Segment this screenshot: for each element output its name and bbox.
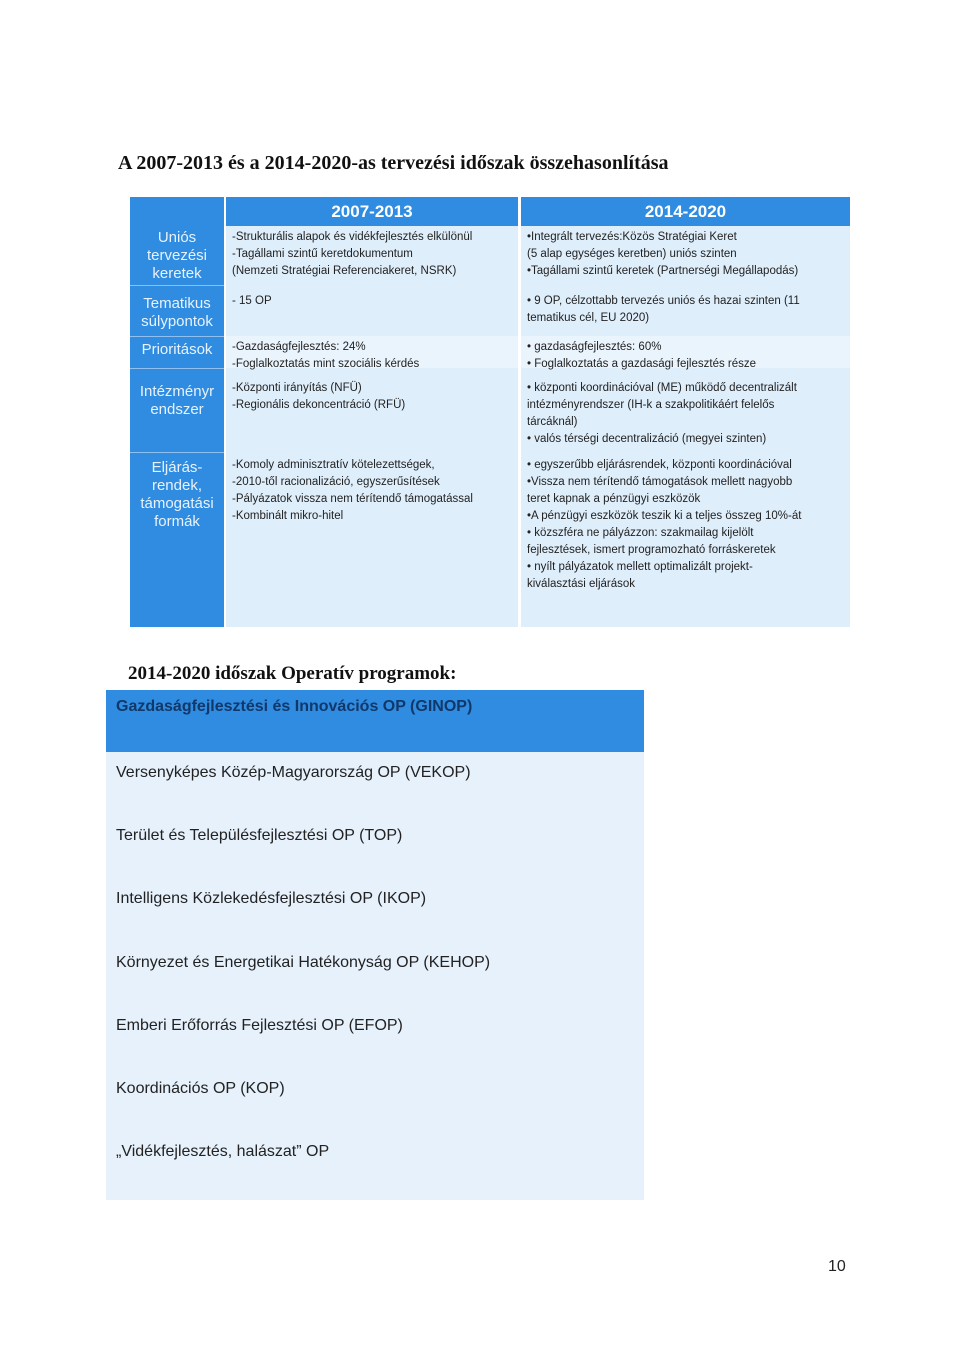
row-divider [130,368,224,369]
cell-line: -Regionális dekoncentráció (RFÜ) [232,399,406,411]
op-list-header [106,690,644,752]
cell-line: teret kapnak a pénzügyi eszközök [527,493,701,505]
cell-line: tematikus cél, EU 2020) [527,312,650,324]
op-item: Intelligens Közlekedésfejlesztési OP (IKOP) [116,890,427,907]
row-label-eljarasrendek [130,459,224,531]
cell-line: • valós térségi decentralizáció (megyei szinten) [527,433,767,445]
row-label-line: rendek, [151,477,203,494]
cell-line: -Kombinált mikro-hitel [232,510,344,522]
row-label-line: tervezési [146,247,208,264]
op-item: Terület és Településfejlesztési OP (TOP) [116,827,403,844]
cell-2014-intezmeny [527,380,844,448]
cell-line: intézményrendszer (IH-k a szakpolitikáért felelős [527,399,775,411]
cell-line: • 9 OP, célzottabb tervezés uniós és hazai szinten (11 [527,295,800,307]
cell-line: tárcáknál) [527,416,578,428]
op-item: Emberi Erőforrás Fejlesztési OP (EFOP) [116,1017,403,1034]
cell-line: fejlesztések, ismert programozható forráskeretek [527,544,776,556]
cell-line: -Központi irányítás (NFÜ) [232,382,362,394]
cell-line: -2010-től racionalizáció, egyszerűsítések [232,476,440,488]
cell-line: -Foglalkoztatás mint szociális kérdés [232,358,420,370]
op-item: Versenyképes Közép-Magyarország OP (VEKOP) [116,764,471,781]
op-item: Környezet és Energetikai Hatékonyság OP (KEHOP) [116,954,491,971]
cell-line: -Komoly adminisztratív kötelezettségek, [232,459,435,471]
cell-2014-keretek [527,229,844,280]
row-divider [130,452,224,453]
op-header-label: Gazdaságfejlesztési és Innovációs OP (GINOP) [116,698,473,715]
cell-2014-prioritasok [527,339,844,373]
row-divider [130,336,224,337]
cell-line: • központi koordinációval (ME) működő decentralizált [527,382,797,394]
op-list [106,690,644,1200]
cell-2014-eljaras [527,457,844,593]
cell-line: •A pénzügyi eszközök teszik ki a teljes összeg 10%-át [527,510,802,522]
cell-line: (5 alap egységes keretben) uniós szinten [527,248,737,260]
row-label-line: Uniós [157,229,197,246]
cell-line: • nyílt pályázatok mellett optimalizált projekt- [527,561,753,573]
cell-2007-eljaras [232,457,512,525]
cell-line: -Gazdaságfejlesztés: 24% [232,341,366,353]
cell-line: • közszféra ne pályázzon: szakmailag kijelölt [527,527,754,539]
cell-line: -Pályázatok vissza nem térítendő támogatással [232,493,473,505]
cell-line: •Tagállami szintű keretek (Partnerségi Megállapodás) [527,265,799,277]
column-2007-2013 [226,197,518,627]
row-label-unios-keretek [130,229,224,283]
cell-line: • egyszerűbb eljárásrendek, központi koordinációval [527,459,792,471]
row-label-column [130,197,224,627]
page-title: A 2007-2013 és a 2014-2020-as tervezési időszak összehasonlítása [118,152,669,174]
cell-2014-tematikus [527,293,844,327]
row-label-line: Eljárás- [151,459,203,476]
row-label-line: támogatási [140,495,214,512]
row-label-prioritasok [130,341,224,359]
cell-2007-tematikus [232,293,512,310]
row-label-tematikus [130,295,224,331]
cell-2007-intezmeny [232,380,512,414]
cell-line: -Strukturális alapok és vidékfejlesztés elkülönül [232,231,473,243]
cell-2007-keretek [232,229,512,280]
row-label-line: endszer [150,401,204,418]
column-header-2007: 2007-2013 [226,197,518,226]
cell-line: kiválasztási eljárások [527,578,636,590]
cell-line: • gazdaságfejlesztés: 60% [527,341,662,353]
op-section-title: 2014-2020 időszak Operatív programok: [128,663,457,684]
cell-line: • Foglalkoztatás a gazdasági fejlesztés része [527,358,757,370]
row-label-line: keretek [152,265,202,282]
row-label-line: formák [154,513,200,530]
row-label-line: Intézményr [139,383,215,400]
cell-line: •Integrált tervezés:Közös Stratégiai Keret [527,231,737,243]
row-label-line: súlypontok [141,313,213,330]
cell-line: -Tagállami szintű keretdokumentum [232,248,413,260]
column-header-2014: 2014-2020 [521,197,850,226]
row-label-intezmenyrendszer [130,383,224,419]
op-item: Koordinációs OP (KOP) [116,1080,285,1097]
cell-line: - 15 OP [232,295,272,307]
row-label-line: Prioritások [141,341,213,358]
comparison-table [130,197,850,627]
cell-line: (Nemzeti Stratégiai Referenciakeret, NSRK) [232,265,457,277]
cell-line: •Vissza nem térítendő támogatások mellett nagyobb [527,476,793,488]
column-2014-2020 [521,197,850,627]
cell-2007-prioritasok [232,339,512,373]
row-label-line: Tematikus [143,295,211,312]
op-item: „Vidékfejlesztés, halászat” OP [116,1143,330,1160]
page-number: 10 [828,1258,846,1275]
row-divider [130,285,224,286]
